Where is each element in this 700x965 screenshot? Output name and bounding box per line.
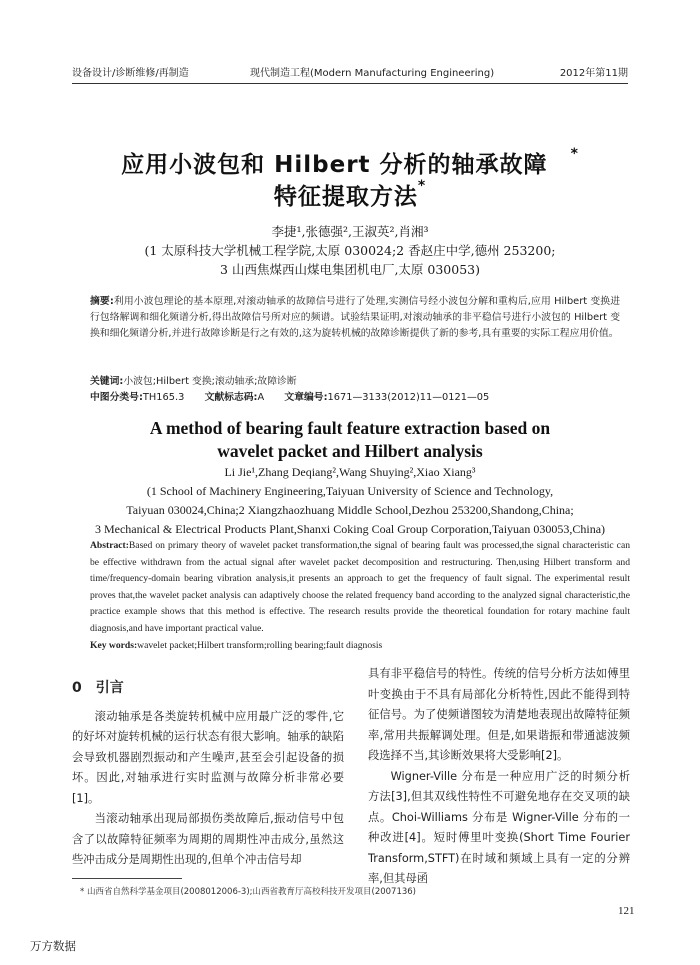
abstract-cn xyxy=(90,294,620,342)
footnote-rule xyxy=(72,878,182,879)
keywords-cn-label: 关键词: xyxy=(90,376,124,387)
abstract-en xyxy=(90,538,630,637)
class-number: TH165.3 xyxy=(142,392,185,403)
page-number: 121 xyxy=(618,905,635,917)
header-section: 设备设计/诊断维修/再制造 xyxy=(72,68,189,79)
body-right-column xyxy=(368,664,630,890)
keywords-en xyxy=(90,638,630,655)
paragraph: 具有非平稳信号的特性。传统的信号分析方法如傅里叶变换由于不具有局部化分析特性,因此不能得到特征信号。为了使频谱图较为清楚地表现出故障特征频率,常用共振解调处理。但是,如果谐振和带通滤波频段选择不当,其诊断效果将大受影响[2]。 xyxy=(368,667,630,762)
keywords-cn-text: 小波包;Hilbert 变换;滚动轴承;故障诊断 xyxy=(123,376,297,387)
abstract-en-label: Abstract: xyxy=(90,540,129,551)
watermark-text: 万方数据 xyxy=(30,939,76,953)
classification-line: 中图分类号:TH165.3 文献标志码:A 文章编号:1671—3133(2012)11—0121—05 xyxy=(90,392,490,403)
authors-cn: 李捷¹,张德强²,王淑英²,肖湘³ xyxy=(271,224,429,239)
article-id: 1671—3133(2012)11—0121—05 xyxy=(327,392,490,403)
body-left-column xyxy=(72,672,344,871)
paragraph: 滚动轴承是各类旋转机械中应用最广泛的零件,它的好坏对旋转机械的运行状态有很大影响。轴承的缺陷会导致机器剧烈振动和产生噪声,甚至会引起设备的损坏。因此,对轴承进行实时监测与故障分析非常必要[1]。 xyxy=(72,709,344,805)
affiliation-en-1: (1 School of Machinery Engineering,Taiyuan University of Science and Technology, xyxy=(146,484,554,498)
keywords-en-label: Key words: xyxy=(90,640,138,651)
keywords-cn xyxy=(90,374,620,390)
keywords-en-text: wavelet packet;Hilbert transform;rolling bearing;fault diagnosis xyxy=(137,640,383,651)
running-header xyxy=(72,64,628,80)
paragraph: Wigner-Ville 分布是一种应用广泛的时频分析方法[3],但其双线性特性不可避免地存在交叉项的缺点。Choi-Williams 分布是 Wigner-Ville 分布的一种改进[4]。短时傅里叶变换(Short Time Fourier Transform,STFT)在时域和频域上具有一定的分辨率,但其母函 xyxy=(368,769,630,885)
abstract-cn-text: 利用小波包理论的基本原理,对滚动轴承的故障信号进行了处理,实测信号经小波包分解和重构后,应用 Hilbert 变换进行包络解调和细化频谱分析,得出故障信号所对应的频谱。试验结果证明,对滚动轴承的非平稳信号进行小波包的 Hilbert 变换和细化频谱分析,并进行故障诊断是行之有效的,这为旋转机械的故障诊断提供了新的参考,具有重要的实际工程应用价值。 xyxy=(90,296,621,339)
affiliation-cn-2: 3 山西焦煤西山煤电集团机电厂,太原 030053) xyxy=(220,262,480,277)
title-cn-line1: 应用小波包和 Hilbert 分析的轴承故障 * xyxy=(121,146,579,178)
funding-footnote: * 山西省自然科学基金项目(2008012006-3);山西省教育厅高校科技开发项目(2007136) xyxy=(80,887,416,897)
title-footnote-mark: * xyxy=(570,146,579,162)
header-issue: 2012年第11期 xyxy=(559,68,628,79)
affiliation-en-2: Taiyuan 030024,China;2 Xiangzhaozhuang Middle School,Dezhou 253200,Shandong,China; xyxy=(126,503,574,517)
title-en-line2: wavelet packet and Hilbert analysis xyxy=(217,441,483,461)
abstract-en-text: Based on primary theory of wavelet packet transformation,the signal of bearing fault was processed,the signal characteristic can be effective withdrawn from the actual signal after wavelet packet decomposition and restructuring. Then,using Hilbert transform and time/frequency-domain bearing vibration analysis,it presents an approach to get the frequency of fault signal. The experimental result proves that,the wavelet packet analysis can adaptively choose the related frequency band according to the analyzed signal characteristic,the practice example shows that this method is effective. The research results provide the theoretical foundation for rotary machine fault diagnosis,and have important practical value. xyxy=(90,540,630,634)
header-journal: 现代制造工程(Modern Manufacturing Engineering) xyxy=(250,68,495,79)
affiliation-cn-1: (1 太原科技大学机械工程学院,太原 030024;2 香赵庄中学,德州 253200; xyxy=(144,243,556,258)
abstract-cn-label: 摘要: xyxy=(90,296,114,307)
affiliation-en-3: 3 Mechanical & Electrical Products Plant,Shanxi Coking Coal Group Corporation,Taiyuan 030053,China) xyxy=(94,522,606,536)
header-rule xyxy=(72,83,628,84)
title-en-line1: A method of bearing fault feature extraction based on xyxy=(149,418,551,438)
doc-code: A xyxy=(257,392,265,403)
authors-en: Li Jie¹,Zhang Deqiang²,Wang Shuying²,Xiao Xiang³ xyxy=(224,465,476,479)
title-cn-line2: 特征提取方法* xyxy=(273,178,427,210)
paragraph: 当滚动轴承出现局部损伤类故障后,振动信号中包含了以故障特征频率为周期的周期性冲击成分,虽然这些冲击成分是周期性出现的,但单个冲击信号却 xyxy=(72,812,344,866)
section-heading-intro: 0 引言 xyxy=(72,680,124,696)
